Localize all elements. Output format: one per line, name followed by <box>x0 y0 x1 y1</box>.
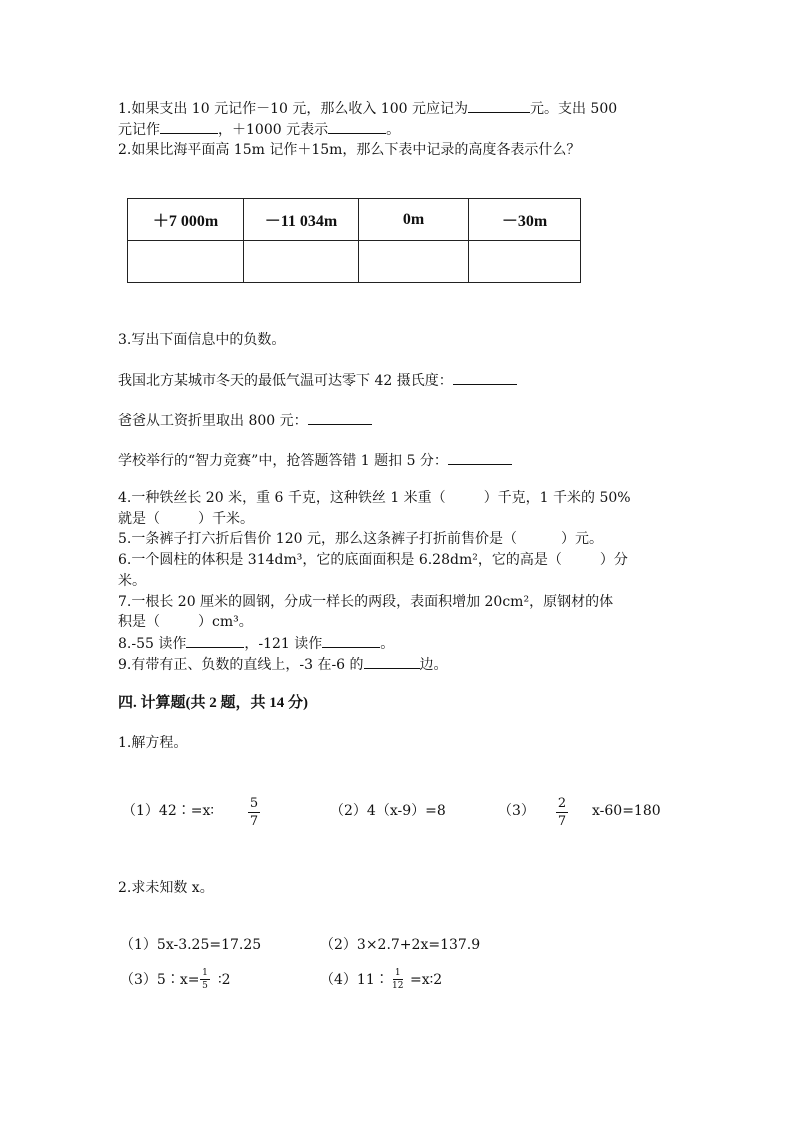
q7-line2 <box>118 612 253 632</box>
q9-text-a: 9.有带有正、负数的直线上，-3 在-6 的 <box>118 657 364 673</box>
calc2-eq4 <box>320 970 389 990</box>
q7-text-a: 积是（ <box>118 614 160 630</box>
q3-item1 <box>118 370 517 391</box>
calc1-eq3-fraction <box>556 796 568 829</box>
q6-text-b: ）分 <box>599 552 628 568</box>
calc2-eq1: （1）5x-3.25=17.25 <box>120 937 262 953</box>
q1-blank-3[interactable] <box>328 119 386 134</box>
q7-line1: 7.一根长 20 厘米的圆钢，分成一样长的两段，表面积增加 20cm²，原钢材的体 <box>118 594 614 610</box>
fraction-bar <box>200 979 210 980</box>
height-table <box>127 198 581 283</box>
fraction-numerator: 5 <box>249 796 259 811</box>
q3-blank-2[interactable] <box>308 410 372 425</box>
table-header-cell: ＋7 000m <box>128 199 244 241</box>
calc2-eq3-text-a: （3）5∶x= <box>120 972 200 988</box>
table-header-row <box>128 199 581 241</box>
q3-item2-text: 爸爸从工资折里取出 800 元： <box>118 413 308 429</box>
q4-text-a: 4.一种铁丝长 20 米，重 6 千克，这种铁丝 1 米重（ <box>118 490 446 506</box>
q9-blank[interactable] <box>364 654 420 669</box>
q8-blank-1[interactable] <box>186 633 244 648</box>
calc2-eq4-fraction <box>392 968 403 991</box>
q1-blank-1[interactable] <box>468 98 530 113</box>
fraction-bar <box>248 812 260 813</box>
q9-line <box>118 654 448 675</box>
q8-line <box>118 633 394 654</box>
q3-item3 <box>118 450 512 471</box>
q8-text-a: 8.-55 读作 <box>118 636 187 652</box>
fraction-bar <box>393 979 403 980</box>
fraction-denominator: 7 <box>557 814 567 829</box>
q1-line2 <box>118 119 400 140</box>
q5-line <box>118 529 603 549</box>
section-title: 四. 计算题(共 2 题，共 14 分) <box>118 695 308 711</box>
q5-text-b: ）元。 <box>560 531 603 547</box>
calc2-eq3-fraction <box>200 968 210 991</box>
fraction-numerator: 1 <box>394 968 401 978</box>
fraction-denominator: 7 <box>249 814 259 829</box>
q1-text-b: 元。支出 500 <box>529 101 618 117</box>
calc2-eq2: （2）3×2.7+2x=137.9 <box>320 937 481 953</box>
calc1-title: 1.解方程。 <box>118 735 188 751</box>
q1-text-c: 元记作 <box>118 122 160 138</box>
q8-text-b: ，-121 读作 <box>244 636 323 652</box>
table-answer-cell[interactable] <box>244 241 359 283</box>
q5-text-a: 5.一条裤子打六折后售价 120 元，那么这条裤子打折前售价是（ <box>118 531 517 547</box>
q4-text-c: 就是（ <box>118 511 160 527</box>
q3-title: 3.写出下面信息中的负数。 <box>118 332 286 348</box>
calc1-eq2: （2）4（x-9）=8 <box>330 803 446 819</box>
q8-blank-2[interactable] <box>322 633 380 648</box>
q4-text-d: ）千米。 <box>198 511 254 527</box>
q1-text-e: 。 <box>386 122 401 138</box>
table-answer-cell[interactable] <box>359 241 469 283</box>
table-answer-cell[interactable] <box>128 241 244 283</box>
q6-line2: 米。 <box>118 573 146 589</box>
q1-line1 <box>118 98 617 119</box>
calc2-eq3-rest: ∶2 <box>218 972 231 988</box>
calc2-eq4-text-a: （4）11∶ <box>320 972 389 988</box>
calc1-eq3-label: （3） <box>498 803 535 819</box>
q4-line1 <box>118 488 631 508</box>
q2-text: 2.如果比海平面高 15m 记作＋15m，那么下表中记录的高度各表示什么？ <box>118 142 581 158</box>
q6-text-a: 6.一个圆柱的体积是 314dm³，它的底面面积是 6.28dm²，它的高是（ <box>118 552 562 568</box>
calc2-eq3 <box>120 970 199 990</box>
q3-item3-text: 学校举行的“智力竞赛”中，抢答题答错 1 题扣 5 分： <box>118 453 448 469</box>
q3-item2 <box>118 410 372 431</box>
fraction-denominator: 12 <box>392 981 404 991</box>
calc2-eq4-rest: =x∶2 <box>410 972 443 988</box>
fraction-denominator: 5 <box>202 981 208 991</box>
calc1-eq1-fraction <box>248 796 260 829</box>
fraction-bar <box>556 812 568 813</box>
table-answer-cell[interactable] <box>469 241 581 283</box>
fraction-numerator: 1 <box>202 968 208 978</box>
table-header-cell: －30m <box>469 199 581 241</box>
q1-blank-2[interactable] <box>160 119 218 134</box>
q3-blank-3[interactable] <box>448 450 512 465</box>
q3-item1-text: 我国北方某城市冬天的最低气温可达零下 42 摄氏度： <box>118 373 453 389</box>
calc1-eq1: （1）42∶=x∶ <box>122 803 214 819</box>
table-header-cell: －11 034m <box>244 199 359 241</box>
table-answer-row <box>128 241 581 283</box>
q6-line1 <box>118 550 628 570</box>
fraction-numerator: 2 <box>557 796 567 811</box>
q3-blank-1[interactable] <box>453 370 517 385</box>
q4-line2 <box>118 509 254 529</box>
q7-text-b: ）cm³。 <box>198 614 253 630</box>
q9-text-b: 边。 <box>419 657 448 673</box>
q1-text-d: ，＋1000 元表示 <box>218 122 329 138</box>
calc1-eq3-rest: x-60=180 <box>592 803 661 819</box>
q1-text-a: 1.如果支出 10 元记作－10 元，那么收入 100 元应记为 <box>118 101 468 117</box>
calc2-title: 2.求未知数 x。 <box>118 880 214 896</box>
q4-text-b: ）千克，1 千米的 50% <box>483 490 631 506</box>
q8-text-c: 。 <box>380 636 395 652</box>
table-header-cell: 0m <box>359 199 469 241</box>
